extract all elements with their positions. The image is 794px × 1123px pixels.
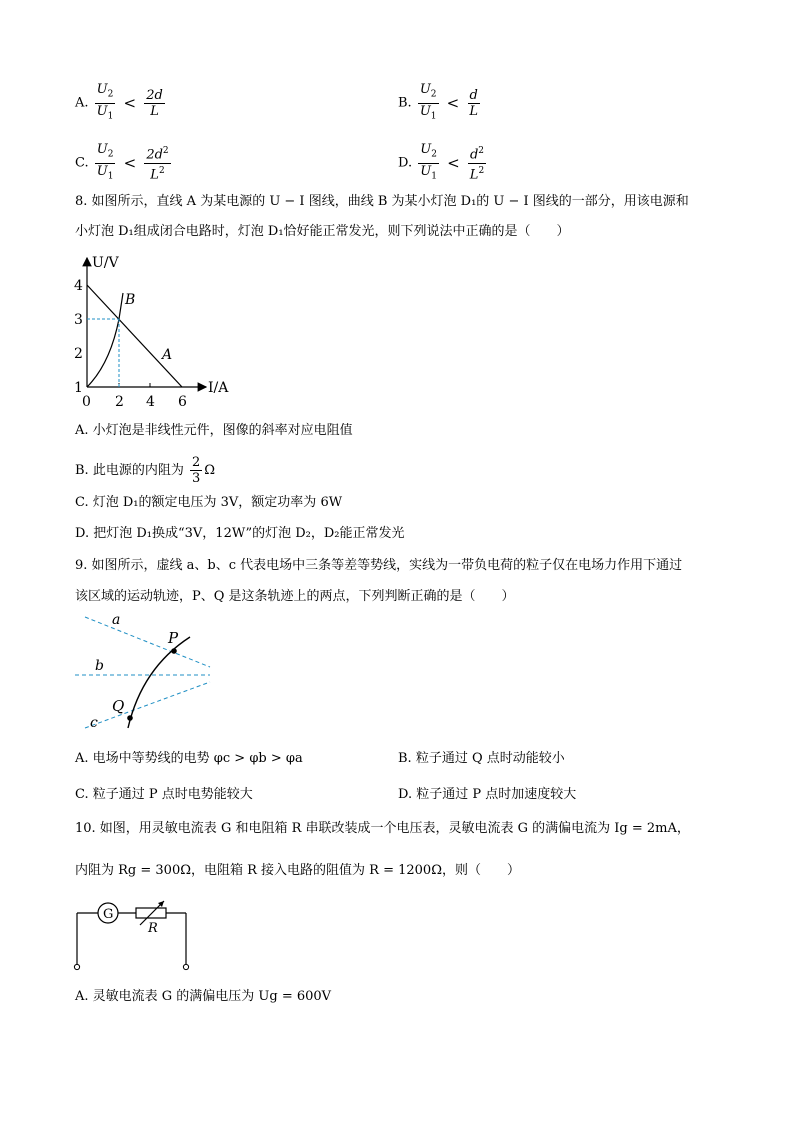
q7-option-a-lhs-fraction: $\frac{U_2}{U_1}$ bbox=[96, 82, 114, 122]
q8-y-axis-label: U/V bbox=[92, 255, 119, 271]
q7-option-b: B. $\frac{U_2}{U_1}$ < $\frac{d}{L}$ bbox=[398, 82, 482, 124]
q7-option-c-lhs-fraction: $\frac{U_2}{U_1}$ bbox=[96, 142, 114, 182]
q8-x-tick: 4 bbox=[146, 394, 155, 410]
q8-y-tick: 2 bbox=[74, 346, 83, 362]
q9-label-q: Q bbox=[112, 697, 125, 715]
q8-curve-b bbox=[87, 293, 123, 387]
q8-option-b: B. 此电源的内阻为 $\frac{2}{3}$ Ω bbox=[75, 455, 216, 486]
q8-y-tick: 3 bbox=[74, 312, 83, 328]
q8-x-tick: 6 bbox=[178, 394, 187, 410]
q10-resistor-box bbox=[136, 908, 166, 918]
q8-u-i-graph bbox=[70, 252, 270, 410]
q8-curve-b-label: B bbox=[125, 292, 136, 308]
q8-option-d: D. 把灯泡 D₁换成“3V，12W”的灯泡 D₂，D₂能正常发光 bbox=[75, 526, 405, 541]
q9-option-d: D. 粒子通过 P 点时加速度较大 bbox=[398, 787, 577, 802]
q9-point-q bbox=[127, 715, 133, 721]
q7-option-d-rhs-fraction: $\frac{d^2}{L^2}$ bbox=[469, 146, 485, 182]
q9-label-a: a bbox=[112, 612, 121, 628]
q8-option-b-fraction: $\frac{2}{3}$ bbox=[191, 455, 201, 486]
q7-option-d: D. $\frac{U_2}{U_1}$ < $\frac{d^2}{L^2}$ bbox=[398, 142, 488, 184]
q10-stem-line-2: 内阻为 Rg = 300Ω，电阻箱 R 接入电路的阻值为 R = 1200Ω，则（ ） bbox=[75, 863, 520, 878]
q9-equipotential-line-c bbox=[85, 682, 210, 728]
q9-label-p: P bbox=[168, 629, 179, 647]
q8-x-tick: 2 bbox=[115, 394, 124, 410]
q10-stem-line-1: 10. 如图，用灵敏电流表 G 和电阻箱 R 串联改装成一个电压表，灵敏电流表 G 的满偏电流为 Ig = 2mA， bbox=[75, 821, 690, 836]
q9-equipotential-diagram bbox=[70, 610, 220, 735]
q10-galvanometer-label: G bbox=[103, 907, 114, 922]
q8-x-axis-label: I/A bbox=[208, 380, 229, 396]
q7-option-c-rhs-fraction: $\frac{2d^2}{L^2}$ bbox=[146, 146, 169, 182]
q8-y-tick: 1 bbox=[74, 380, 83, 396]
q7-option-a: A. $\frac{U_2}{U_1}$ < $\frac{2d}{L}$ bbox=[75, 82, 167, 124]
q10-option-a: A. 灵敏电流表 G 的满偏电压为 Ug = 600V bbox=[75, 989, 332, 1004]
q8-option-c: C. 灯泡 D₁的额定电压为 3V，额定功率为 6W bbox=[75, 495, 343, 510]
q8-option-a: A. 小灯泡是非线性元件，图像的斜率对应电阻值 bbox=[75, 423, 353, 438]
q10-resistor-label: R bbox=[148, 921, 158, 936]
q9-option-b: B. 粒子通过 Q 点时动能较小 bbox=[398, 751, 565, 766]
q9-label-b: b bbox=[95, 658, 104, 674]
q7-option-c: C. $\frac{U_2}{U_1}$ < $\frac{2d^2}{L^2}$ bbox=[75, 142, 173, 184]
q8-x-tick: 0 bbox=[82, 394, 91, 410]
q9-particle-trajectory bbox=[128, 637, 190, 728]
q7-option-d-lhs-fraction: $\frac{U_2}{U_1}$ bbox=[420, 142, 437, 182]
q10-terminal-right bbox=[183, 964, 188, 969]
q8-stem-line-2: 小灯泡 D₁组成闭合电路时，灯泡 D₁恰好能正常发光，则下列说法中正确的是（ ） bbox=[75, 224, 570, 239]
q7-option-b-rhs-fraction: $\frac{d}{L}$ bbox=[469, 87, 479, 119]
q9-stem-line-2: 该区域的运动轨迹，P、Q 是这条轨迹上的两点，下列判断正确的是（ ） bbox=[75, 589, 515, 604]
q7-option-b-lhs-fraction: $\frac{U_2}{U_1}$ bbox=[419, 82, 437, 122]
q9-point-p bbox=[171, 648, 177, 654]
q10-circuit-diagram bbox=[70, 898, 200, 974]
q8-stem-line-1: 8. 如图所示，直线 A 为某电源的 U − I 图线，曲线 B 为某小灯泡 D₁的 U − I 图线的一部分，用该电源和 bbox=[75, 194, 689, 209]
q10-terminal-left bbox=[74, 964, 79, 969]
q7-option-a-rhs-fraction: $\frac{2d}{L}$ bbox=[146, 87, 163, 119]
q9-option-a: A. 电场中等势线的电势 φc > φb > φa bbox=[75, 751, 303, 766]
q8-line-a-label: A bbox=[162, 347, 173, 363]
q9-stem-line-1: 9. 如图所示，虚线 a、b、c 代表电场中三条等差等势线，实线为一带负电荷的粒子仅在电场力作用下通过 bbox=[75, 558, 683, 573]
q8-y-tick: 4 bbox=[74, 278, 83, 294]
q9-label-c: c bbox=[90, 715, 98, 731]
q9-option-c: C. 粒子通过 P 点时电势能较大 bbox=[75, 787, 253, 802]
